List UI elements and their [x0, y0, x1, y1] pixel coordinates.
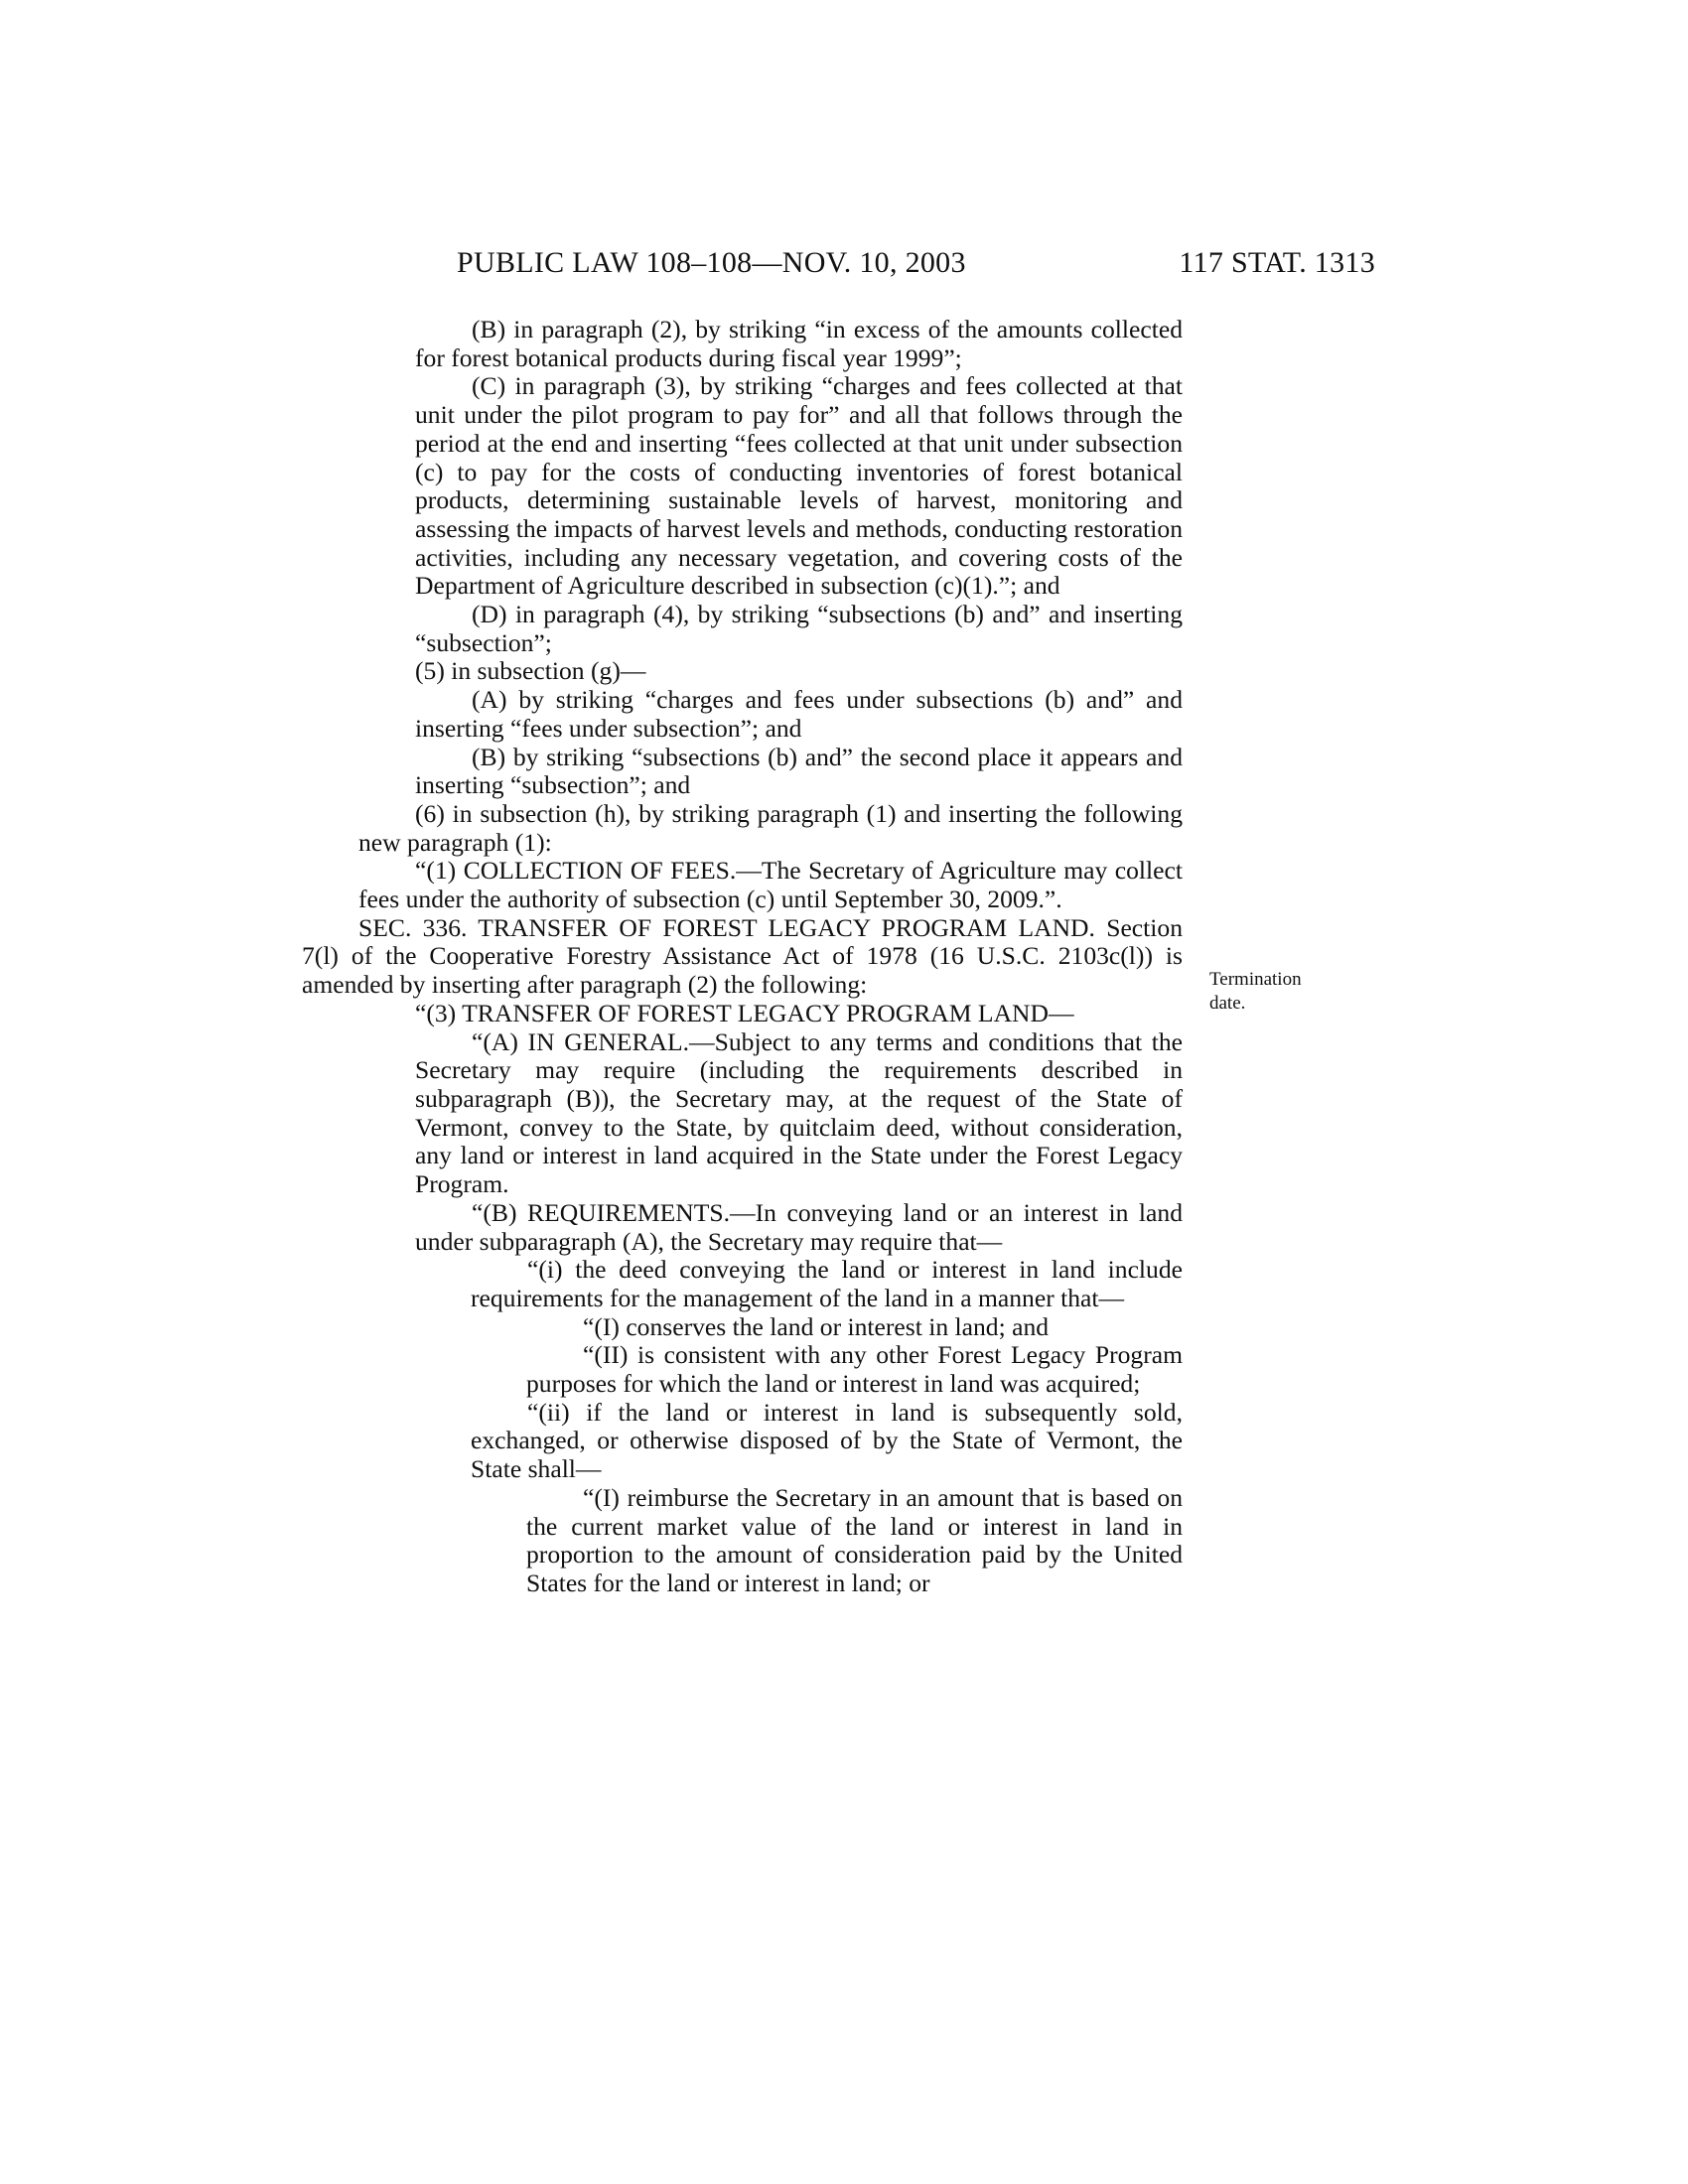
margin-note-line: Termination [1209, 969, 1302, 990]
paragraph-a-in-general: “(A) IN GENERAL.—Subject to any terms and conditions that the Secretary may require (including the requirements described in subparagraph (B)), the Secretary may, at the request of the State of Vermont, convey to the State, by quitclaim deed, without consideration, any land or interest in land acquired in the State under the Forest Legacy Program. [415, 1026, 1183, 1199]
paragraph-5-subsection-g: (5) in subsection (g)— [415, 656, 646, 686]
paragraph-b-subsection-g: (B) by striking “subsections (b) and” the second place it appears and inserting “subsection”; and [415, 742, 1183, 800]
subclause-I-reimburse: “(I) reimburse the Secretary in an amount that is based on the current market value of the land or interest in land in proportion to the amount of consideration paid by the United States for the land or interest in land; or [526, 1482, 1183, 1597]
paragraph-collection-of-fees: “(1) COLLECTION OF FEES.—The Secretary of Agriculture may collect fees under the authority of subsection (c) until September 30, 2009.”. [358, 856, 1183, 914]
document-body [302, 315, 1183, 1598]
statute-page-number: 117 STAT. 1313 [1179, 246, 1375, 279]
paragraph-d-para4: (D) in paragraph (4), by striking “subsections (b) and” and inserting “subsection”; [415, 600, 1183, 657]
paragraph-6-subsection-h: (6) in subsection (h), by striking paragraph (1) and inserting the following new paragraph (1): [358, 798, 1183, 857]
public-law-citation: PUBLIC LAW 108–108—NOV. 10, 2003 [457, 246, 966, 279]
paragraph-b-para2: (B) in paragraph (2), by striking “in excess of the amounts collected for forest botanical products during fiscal year 1999”; [415, 315, 1183, 372]
subclause-II-consistent: “(II) is consistent with any other Forest Legacy Program purposes for which the land or interest in land was acquired; [526, 1340, 1183, 1399]
paragraph-c-para3: (C) in paragraph (3), by striking “charges and fees collected at that unit under the pilot program to pay for” and all that follows through the period at the end and inserting “fees collected at that unit under subsection (c) to pay for the costs of conducting inventories of forest botanical products, determining sustainable levels of harvest, monitoring and assessing the impacts of harvest levels and methods, conducting restoration activities, including any necessary vegetation, and covering costs of the Department of Agriculture described in subsection (c)(1).”; and [415, 371, 1183, 601]
subclause-I-conserves: “(I) conserves the land or interest in land; and [583, 1311, 1050, 1341]
margin-note-line: date. [1209, 993, 1246, 1014]
clause-i-deed: “(i) the deed conveying the land or interest in land include requirements for the management of the land in a manner that— [471, 1255, 1183, 1312]
clause-ii-sold: “(ii) if the land or interest in land is subsequently sold, exchanged, or otherwise disposed of by the State of Vermont, the State shall— [471, 1397, 1183, 1484]
paragraph-3-transfer: “(3) TRANSFER OF FOREST LEGACY PROGRAM LAND— [415, 998, 1074, 1027]
section-336-heading: SEC. 336. TRANSFER OF FOREST LEGACY PROGRAM LAND. Section 7(l) of the Cooperative Forestry Assistance Act of 1978 (16 U.S.C. 2103c(l)) is amended by inserting after paragraph (2) the following: [302, 912, 1183, 1000]
margin-note-termination-date [1209, 968, 1358, 1016]
page-header [457, 246, 1375, 290]
paragraph-b-requirements: “(B) REQUIREMENTS.—In conveying land or an interest in land under subparagraph (A), the Secretary may require that— [415, 1197, 1183, 1256]
paragraph-a-subsection-g: (A) by striking “charges and fees under subsections (b) and” and inserting “fees under subsection”; and [415, 685, 1183, 743]
